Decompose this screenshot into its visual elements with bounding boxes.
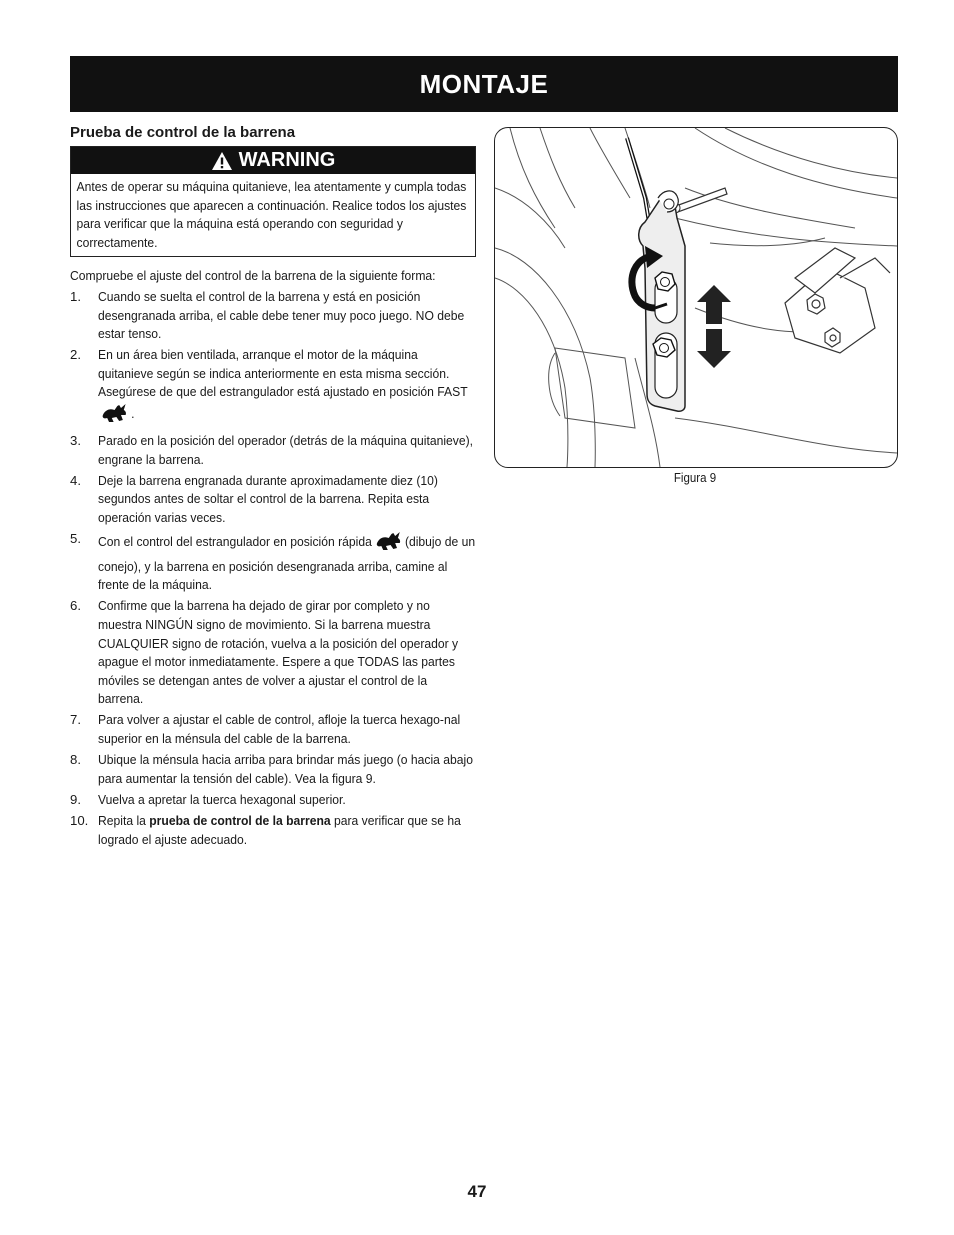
step-number: 5.	[70, 531, 81, 547]
main-text-column	[70, 124, 476, 852]
list-item	[70, 751, 476, 788]
section-title: Prueba de control de la barrena	[70, 124, 296, 141]
figure-9-illustration	[494, 127, 898, 468]
step-text: Parado en la posición del operador (detrás de la máquina quitanieve), engrane la barrena.	[98, 433, 474, 467]
step-number: 8.	[70, 752, 81, 768]
figure-caption: Figura 9	[673, 471, 717, 485]
steps-list	[70, 288, 476, 849]
list-item	[70, 812, 476, 849]
step-number: 3.	[70, 433, 81, 449]
list-item	[70, 346, 476, 429]
step-text: Vuelva a apretar la tuerca hexagonal superior.	[98, 791, 346, 807]
warning-text: Antes de operar su máquina quitanieve, lea atentamente y cumpla todas las instrucciones que aparecen a continuación. Realice todos los ajustes para verificar que la máquina está operando con seguridad y correctamente.	[76, 179, 467, 250]
step-text: Cuando se suelta el control de la barrena y está en posición desengranada arriba, el cable debe tener muy poco juego. NO debe estar tenso.	[98, 288, 465, 342]
step-text: Con el control del estrangulador en posición rápida (dibujo de un conejo), y la barrena en posición desengranada arriba, camine al frente de la máquina.	[98, 530, 475, 595]
step-number: 9.	[70, 791, 81, 807]
list-item	[70, 288, 476, 344]
up-down-arrow-icon	[697, 285, 731, 368]
warning-triangle-icon	[211, 151, 233, 171]
page-number: 47	[467, 1182, 487, 1201]
intro-text: Compruebe el ajuste del control de la barrena de la siguiente forma:	[70, 268, 436, 284]
list-item	[70, 791, 476, 810]
auger-cable-bracket-drawing	[495, 128, 897, 467]
step-number: 7.	[70, 712, 81, 728]
list-item	[70, 711, 476, 748]
warning-header	[71, 147, 475, 174]
step-number: 1.	[70, 288, 81, 304]
rabbit-icon	[375, 530, 403, 558]
step-number: 4.	[70, 472, 81, 488]
step-text: Deje la barrena engranada durante aproximadamente diez (10) segundos antes de soltar el control de la barrena. Repita esta operación varias veces.	[98, 472, 438, 525]
step-number: 6.	[70, 598, 81, 614]
list-item	[70, 432, 476, 469]
step-text: Para volver a ajustar el cable de control, afloje la tuerca hexago-nal superior en la ménsula del cable de la barrena.	[98, 712, 461, 747]
section-header-bar	[70, 56, 898, 112]
page-title: MONTAJE	[419, 68, 549, 99]
rabbit-icon	[101, 402, 129, 430]
list-item	[70, 472, 476, 528]
step-text: En un área bien ventilada, arranque el motor de la máquina quitanieve según se indica anteriormente en esta misma sección. Asegúrese de que del estrangulador está ajustado en posición FAST.	[98, 346, 475, 429]
step-number: 10.	[70, 812, 89, 828]
warning-box	[70, 146, 476, 257]
step-number: 2.	[70, 347, 81, 363]
step-text: Confirme que la barrena ha dejado de girar por completo y no muestra NINGÚN signo de movimiento. Si la barrena muestra CUALQUIER signo de rotación, vuelva a la posición del operador y apague el motor inmediatamente. Espere a que TODAS las partes móviles se detengan antes de volver a ajustar el control de la barrena.	[98, 598, 459, 707]
step-text: Repita la prueba de control de la barrena para verificar que se ha logrado el ajuste adecuado.	[98, 812, 461, 847]
list-item	[70, 597, 476, 709]
warning-label: WARNING	[238, 149, 336, 171]
step-text: Ubique la ménsula hacia arriba para brindar más juego (o hacia abajo para aumentar la tensión del cable). Vea la figura 9.	[98, 752, 473, 786]
list-item	[70, 530, 476, 595]
